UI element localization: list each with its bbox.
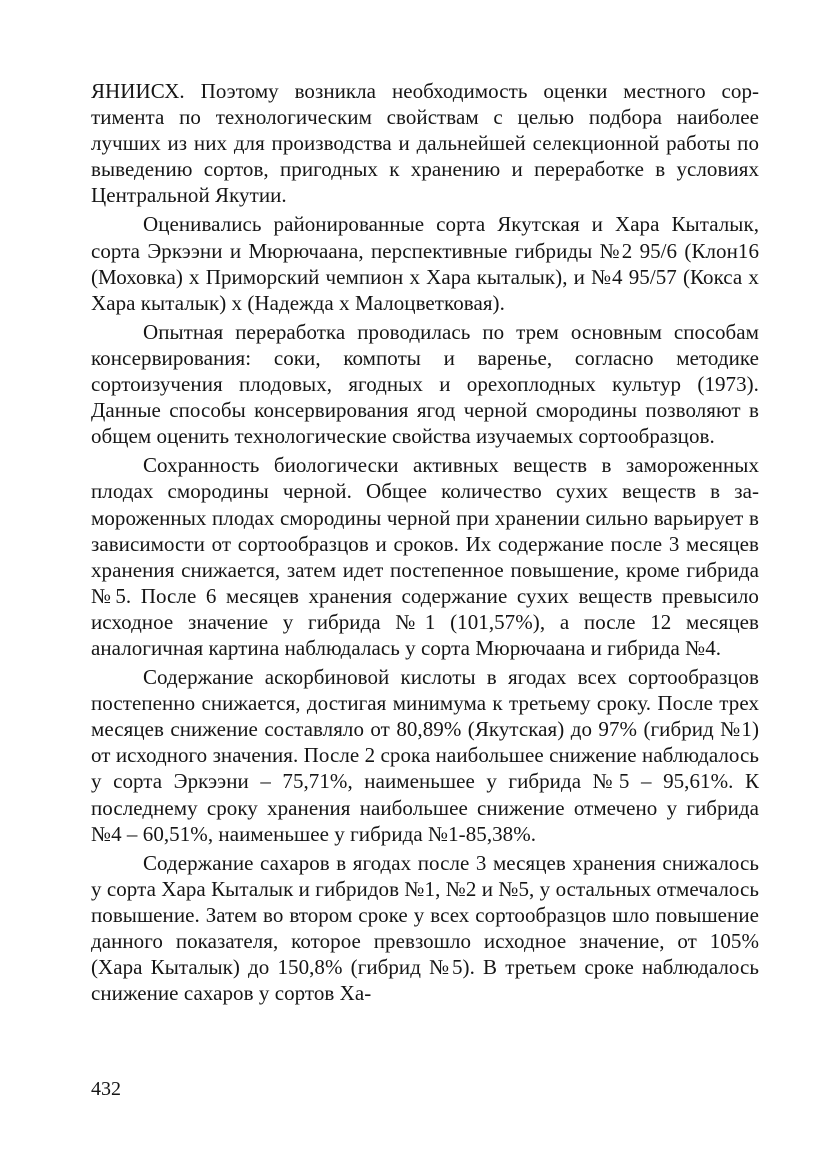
- paragraph-varieties: Оценивались районированные сорта Якутская и Хара Кыталык, сорта Эркээни и Мюрючаана, перспективные гибриды №2 95/6 (Клон16 (Моховка) х Приморский чемпион х Хара кыталык), и №4 95/57 (Кокса х Хара кыталык) х (Надежда х Малоцветковая).: [91, 212, 759, 315]
- paragraph-processing: Опытная переработка проводилась по трем основным способам консервирования: соки, компоты и варенье, согласно методике сортоизучения плодовых, ягодных и орехоплодных культур (1973). Данные способы консервирования ягод черной смородины позволяют в общем оценить технологические свойства изучаемых сортообразцов.: [91, 319, 759, 449]
- body-text: [91, 78, 759, 1009]
- paragraph-dry-matter: Сохранность биологически активных веществ в замороженных плодах смородины черной. Общее количество сухих веществ в замороженных плодах смородины черной при хранении сильно варьирует в зависимости от сортообразцов и сроков. Их содержание после 3 месяцев хранения снижается, затем идет постепенное повышение, кроме гибрида №5. После 6 месяцев хранения содержание сухих веществ превысило исходное значение у гибрида №1 (101,57%), а после 12 месяцев аналогичная картина наблюдалась у сорта Мюрючаана и гибрида №4.: [91, 453, 759, 660]
- paragraph-continuation: ЯНИИСХ. Поэтому возникла необходимость оценки местного сортимента по технологическим свойствам с целью подбора наиболее лучших из них для производства и дальнейшей селекционной работы по выведению сортов, пригодных к хранению и переработке в условиях Центральной Якутии.: [91, 79, 759, 208]
- paragraph-sugars: Содержание сахаров в ягодах после 3 месяцев хранения снижалось у сорта Хара Кыталык и гибридов №1, №2 и №5, у остальных отмечалось повышение. Затем во втором сроке у всех сортообразцов шло повышение данного показателя, которое превзошло исходное значение, от 105% (Хара Кыталык) до 150,8% (гибрид №5). В третьем сроке наблюдалось снижение сахаров у сортов Ха-: [91, 850, 759, 1006]
- paragraph-ascorbic-acid: Содержание аскорбиновой кислоты в ягодах всех сортообразцов постепенно снижается, достигая минимума к третьему сроку. После трех месяцев снижение составляло от 80,89% (Якутская) до 97% (гибрид №1) от исходного значения. После 2 срока наибольшее снижение наблюдалось у сорта Эркээни – 75,71%, наименьшее у гибрида №5 – 95,61%. К последнему сроку хранения наибольшее снижение отмечено у гибрида №4 – 60,51%, наименьшее у гибрида №1-85,38%.: [91, 665, 759, 846]
- page-number: 432: [91, 1078, 121, 1100]
